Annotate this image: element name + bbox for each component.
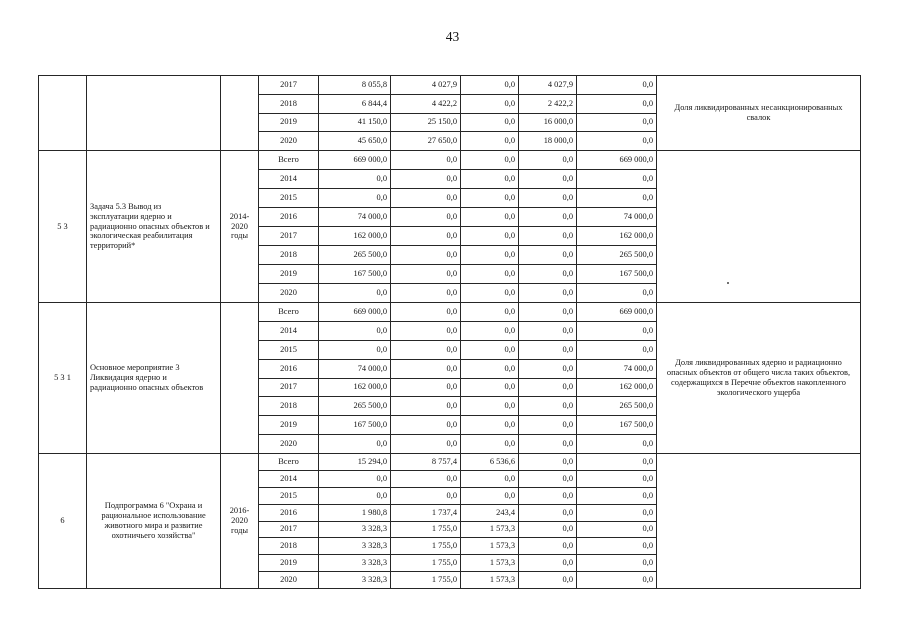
period-line: годы bbox=[230, 231, 249, 241]
table-row bbox=[39, 76, 861, 95]
amount-cell: 0,0 bbox=[461, 321, 519, 340]
amount-cell: 0,0 bbox=[391, 246, 461, 265]
item-number-cell: 5 3 bbox=[39, 151, 87, 303]
amount-cell: 0,0 bbox=[461, 113, 519, 132]
amount-cell: 0,0 bbox=[461, 76, 519, 95]
amount-cell: 0,0 bbox=[319, 340, 391, 359]
item-number-cell: 6 bbox=[39, 454, 87, 589]
amount-cell: 0,0 bbox=[519, 378, 577, 397]
amount-cell: 0,0 bbox=[391, 208, 461, 227]
description-cell bbox=[87, 151, 221, 303]
amount-cell: 0,0 bbox=[519, 265, 577, 284]
amount-cell: 0,0 bbox=[319, 284, 391, 303]
amount-cell: 0,0 bbox=[577, 555, 657, 572]
amount-cell: 1 755,0 bbox=[391, 521, 461, 538]
year-cell: 2017 bbox=[259, 521, 319, 538]
amount-cell: 0,0 bbox=[391, 340, 461, 359]
description-line: животного мира и развитие bbox=[104, 521, 203, 530]
amount-cell: 0,0 bbox=[461, 189, 519, 208]
year-cell: 2017 bbox=[259, 76, 319, 95]
amount-cell: 0,0 bbox=[319, 189, 391, 208]
budget-table bbox=[38, 75, 861, 589]
table-row bbox=[39, 303, 861, 322]
amount-cell: 74 000,0 bbox=[319, 359, 391, 378]
amount-cell: 0,0 bbox=[391, 435, 461, 454]
period-line: 2020 bbox=[231, 516, 248, 526]
amount-cell: 1 980,8 bbox=[319, 504, 391, 521]
year-cell: Всего bbox=[259, 151, 319, 170]
page-number: 43 bbox=[445, 29, 460, 44]
amount-cell: 0,0 bbox=[461, 132, 519, 151]
description-cell bbox=[87, 454, 221, 589]
table-body bbox=[39, 76, 861, 589]
amount-cell: 6 844,4 bbox=[319, 94, 391, 113]
amount-cell: 0,0 bbox=[519, 555, 577, 572]
amount-cell: 0,0 bbox=[391, 151, 461, 170]
amount-cell: 0,0 bbox=[519, 321, 577, 340]
period-line: 2016- bbox=[229, 506, 250, 516]
amount-cell: 0,0 bbox=[319, 470, 391, 487]
amount-cell: 0,0 bbox=[577, 435, 657, 454]
amount-cell: 0,0 bbox=[461, 94, 519, 113]
amount-cell: 0,0 bbox=[519, 487, 577, 504]
amount-cell: 4 027,9 bbox=[519, 76, 577, 95]
year-cell: 2016 bbox=[259, 504, 319, 521]
year-cell: 2016 bbox=[259, 208, 319, 227]
amount-cell: 0,0 bbox=[461, 435, 519, 454]
year-cell: 2014 bbox=[259, 321, 319, 340]
amount-cell: 0,0 bbox=[519, 227, 577, 246]
amount-cell: 167 500,0 bbox=[577, 265, 657, 284]
amount-cell: 8 757,4 bbox=[391, 454, 461, 471]
table-row bbox=[39, 151, 861, 170]
amount-cell: 1 573,3 bbox=[461, 521, 519, 538]
period-cell bbox=[221, 76, 259, 151]
amount-cell: 0,0 bbox=[461, 246, 519, 265]
amount-cell: 0,0 bbox=[461, 487, 519, 504]
amount-cell: 1 573,3 bbox=[461, 555, 519, 572]
indicator-line: свалок bbox=[746, 113, 771, 122]
description-line: радиационно опасных объектов и bbox=[90, 221, 210, 231]
amount-cell: 0,0 bbox=[519, 246, 577, 265]
amount-cell: 3 328,3 bbox=[319, 555, 391, 572]
indicator-line: содержащихся в Перечне объектов накопленного bbox=[671, 378, 846, 387]
amount-cell: 0,0 bbox=[577, 521, 657, 538]
year-cell: 2020 bbox=[259, 132, 319, 151]
description-line: эксплуатации ядерно и bbox=[90, 211, 172, 221]
amount-cell: 1 755,0 bbox=[391, 555, 461, 572]
amount-cell: 0,0 bbox=[519, 151, 577, 170]
amount-cell: 0,0 bbox=[519, 521, 577, 538]
amount-cell: 2 422,2 bbox=[519, 94, 577, 113]
amount-cell: 0,0 bbox=[461, 397, 519, 416]
year-cell: 2015 bbox=[259, 487, 319, 504]
indicator-cell bbox=[657, 454, 861, 589]
amount-cell: 0,0 bbox=[577, 487, 657, 504]
description-line: Основное мероприятие 3 bbox=[90, 363, 180, 373]
amount-cell: 669 000,0 bbox=[577, 151, 657, 170]
amount-cell: 74 000,0 bbox=[577, 359, 657, 378]
amount-cell: 0,0 bbox=[577, 189, 657, 208]
amount-cell: 15 294,0 bbox=[319, 454, 391, 471]
amount-cell: 162 000,0 bbox=[319, 378, 391, 397]
year-cell: 2017 bbox=[259, 227, 319, 246]
amount-cell: 3 328,3 bbox=[319, 572, 391, 589]
amount-cell: 265 500,0 bbox=[577, 397, 657, 416]
amount-cell: 0,0 bbox=[461, 378, 519, 397]
description-cell bbox=[87, 76, 221, 151]
amount-cell: 0,0 bbox=[461, 416, 519, 435]
period-cell bbox=[221, 151, 259, 303]
year-cell: 2018 bbox=[259, 538, 319, 555]
period-cell bbox=[221, 454, 259, 589]
amount-cell: 0,0 bbox=[577, 321, 657, 340]
amount-cell: 25 150,0 bbox=[391, 113, 461, 132]
amount-cell: 74 000,0 bbox=[577, 208, 657, 227]
amount-cell: 0,0 bbox=[519, 208, 577, 227]
amount-cell: 0,0 bbox=[519, 340, 577, 359]
amount-cell: 265 500,0 bbox=[319, 397, 391, 416]
amount-cell: 0,0 bbox=[391, 189, 461, 208]
amount-cell: 265 500,0 bbox=[577, 246, 657, 265]
amount-cell: 0,0 bbox=[577, 504, 657, 521]
amount-cell: 1 737,4 bbox=[391, 504, 461, 521]
amount-cell: 167 500,0 bbox=[577, 416, 657, 435]
amount-cell: 0,0 bbox=[461, 470, 519, 487]
amount-cell: 0,0 bbox=[319, 487, 391, 504]
year-cell: 2018 bbox=[259, 246, 319, 265]
amount-cell: 0,0 bbox=[461, 303, 519, 322]
indicator-line: Доля ликвидированных несанкционированных bbox=[674, 103, 843, 113]
amount-cell: 0,0 bbox=[391, 416, 461, 435]
description-line: охотничьего хозяйства" bbox=[111, 530, 196, 540]
amount-cell: 0,0 bbox=[391, 170, 461, 189]
indicator-line: Доля ликвидированных ядерно и радиационно bbox=[675, 358, 842, 368]
amount-cell: 167 500,0 bbox=[319, 416, 391, 435]
amount-cell: 0,0 bbox=[519, 416, 577, 435]
amount-cell: 0,0 bbox=[577, 76, 657, 95]
amount-cell: 0,0 bbox=[577, 470, 657, 487]
amount-cell: 162 000,0 bbox=[577, 378, 657, 397]
amount-cell: 0,0 bbox=[519, 284, 577, 303]
indicator-line: опасных объектов от общего числа таких объектов, bbox=[666, 368, 851, 378]
amount-cell: 1 755,0 bbox=[391, 538, 461, 555]
amount-cell: 0,0 bbox=[519, 359, 577, 378]
period-line: 2020 bbox=[231, 221, 248, 231]
amount-cell: 0,0 bbox=[391, 303, 461, 322]
amount-cell: 41 150,0 bbox=[319, 113, 391, 132]
description-line: Задача 5.3 Вывод из bbox=[90, 201, 162, 211]
amount-cell: 3 328,3 bbox=[319, 538, 391, 555]
amount-cell: 1 573,3 bbox=[461, 572, 519, 589]
indicator-cell bbox=[657, 303, 861, 454]
amount-cell: 0,0 bbox=[577, 572, 657, 589]
amount-cell: 0,0 bbox=[519, 454, 577, 471]
year-cell: 2015 bbox=[259, 340, 319, 359]
amount-cell: 0,0 bbox=[519, 470, 577, 487]
year-cell: 2020 bbox=[259, 572, 319, 589]
amount-cell: 0,0 bbox=[519, 538, 577, 555]
amount-cell: 45 650,0 bbox=[319, 132, 391, 151]
year-cell: 2019 bbox=[259, 555, 319, 572]
amount-cell: 0,0 bbox=[577, 538, 657, 555]
amount-cell: 0,0 bbox=[461, 284, 519, 303]
description-line: территорий* bbox=[90, 241, 136, 251]
amount-cell: 669 000,0 bbox=[577, 303, 657, 322]
description-line: рациональное использование bbox=[101, 511, 206, 521]
year-cell: 2019 bbox=[259, 113, 319, 132]
amount-cell: 243,4 bbox=[461, 504, 519, 521]
amount-cell: 265 500,0 bbox=[319, 246, 391, 265]
scan-speck bbox=[727, 282, 729, 284]
amount-cell: 74 000,0 bbox=[319, 208, 391, 227]
amount-cell: 162 000,0 bbox=[577, 227, 657, 246]
amount-cell: 0,0 bbox=[391, 284, 461, 303]
description-line: Ликвидация ядерно и bbox=[90, 373, 167, 383]
amount-cell: 0,0 bbox=[577, 454, 657, 471]
year-cell: Всего bbox=[259, 303, 319, 322]
amount-cell: 4 027,9 bbox=[391, 76, 461, 95]
amount-cell: 162 000,0 bbox=[319, 227, 391, 246]
amount-cell: 0,0 bbox=[461, 170, 519, 189]
amount-cell: 0,0 bbox=[519, 303, 577, 322]
indicator-line: экологического ущерба bbox=[716, 387, 801, 397]
amount-cell: 0,0 bbox=[391, 487, 461, 504]
year-cell: Всего bbox=[259, 454, 319, 471]
year-cell: 2018 bbox=[259, 94, 319, 113]
amount-cell: 6 536,6 bbox=[461, 454, 519, 471]
amount-cell: 0,0 bbox=[461, 227, 519, 246]
year-cell: 2019 bbox=[259, 416, 319, 435]
amount-cell: 0,0 bbox=[577, 284, 657, 303]
amount-cell: 0,0 bbox=[577, 170, 657, 189]
amount-cell: 1 755,0 bbox=[391, 572, 461, 589]
amount-cell: 167 500,0 bbox=[319, 265, 391, 284]
year-cell: 2020 bbox=[259, 284, 319, 303]
amount-cell: 0,0 bbox=[519, 504, 577, 521]
item-number-cell: 5 3 1 bbox=[39, 303, 87, 454]
year-cell: 2018 bbox=[259, 397, 319, 416]
amount-cell: 0,0 bbox=[391, 227, 461, 246]
amount-cell: 0,0 bbox=[461, 359, 519, 378]
description-line: экологическая реабилитация bbox=[90, 231, 193, 241]
amount-cell: 0,0 bbox=[391, 321, 461, 340]
amount-cell: 0,0 bbox=[461, 265, 519, 284]
amount-cell: 0,0 bbox=[319, 321, 391, 340]
period-cell bbox=[221, 303, 259, 454]
item-number-cell bbox=[39, 76, 87, 151]
description-line: Подпрограмма 6 "Охрана и bbox=[104, 501, 203, 511]
amount-cell: 0,0 bbox=[519, 397, 577, 416]
amount-cell: 8 055,8 bbox=[319, 76, 391, 95]
amount-cell: 18 000,0 bbox=[519, 132, 577, 151]
amount-cell: 27 650,0 bbox=[391, 132, 461, 151]
amount-cell: 0,0 bbox=[519, 170, 577, 189]
amount-cell: 0,0 bbox=[319, 170, 391, 189]
indicator-cell bbox=[657, 76, 861, 151]
period-line: 2014- bbox=[229, 211, 250, 221]
amount-cell: 0,0 bbox=[577, 113, 657, 132]
amount-cell: 0,0 bbox=[391, 378, 461, 397]
amount-cell: 0,0 bbox=[319, 435, 391, 454]
amount-cell: 0,0 bbox=[577, 132, 657, 151]
amount-cell: 0,0 bbox=[519, 189, 577, 208]
description-cell bbox=[87, 303, 221, 454]
year-cell: 2020 bbox=[259, 435, 319, 454]
table-row bbox=[39, 454, 861, 471]
amount-cell: 4 422,2 bbox=[391, 94, 461, 113]
amount-cell: 0,0 bbox=[461, 151, 519, 170]
amount-cell: 1 573,3 bbox=[461, 538, 519, 555]
amount-cell: 669 000,0 bbox=[319, 151, 391, 170]
amount-cell: 0,0 bbox=[519, 435, 577, 454]
year-cell: 2015 bbox=[259, 189, 319, 208]
indicator-cell bbox=[657, 151, 861, 303]
amount-cell: 669 000,0 bbox=[319, 303, 391, 322]
year-cell: 2016 bbox=[259, 359, 319, 378]
year-cell: 2019 bbox=[259, 265, 319, 284]
period-line: годы bbox=[230, 525, 249, 535]
amount-cell: 16 000,0 bbox=[519, 113, 577, 132]
amount-cell: 0,0 bbox=[461, 208, 519, 227]
amount-cell: 0,0 bbox=[391, 359, 461, 378]
amount-cell: 0,0 bbox=[391, 470, 461, 487]
year-cell: 2017 bbox=[259, 378, 319, 397]
amount-cell: 0,0 bbox=[461, 340, 519, 359]
year-cell: 2014 bbox=[259, 170, 319, 189]
amount-cell: 0,0 bbox=[391, 265, 461, 284]
amount-cell: 0,0 bbox=[391, 397, 461, 416]
description-line: радиационно опасных объектов bbox=[90, 382, 204, 392]
year-cell: 2014 bbox=[259, 470, 319, 487]
amount-cell: 3 328,3 bbox=[319, 521, 391, 538]
amount-cell: 0,0 bbox=[577, 94, 657, 113]
amount-cell: 0,0 bbox=[577, 340, 657, 359]
amount-cell: 0,0 bbox=[519, 572, 577, 589]
